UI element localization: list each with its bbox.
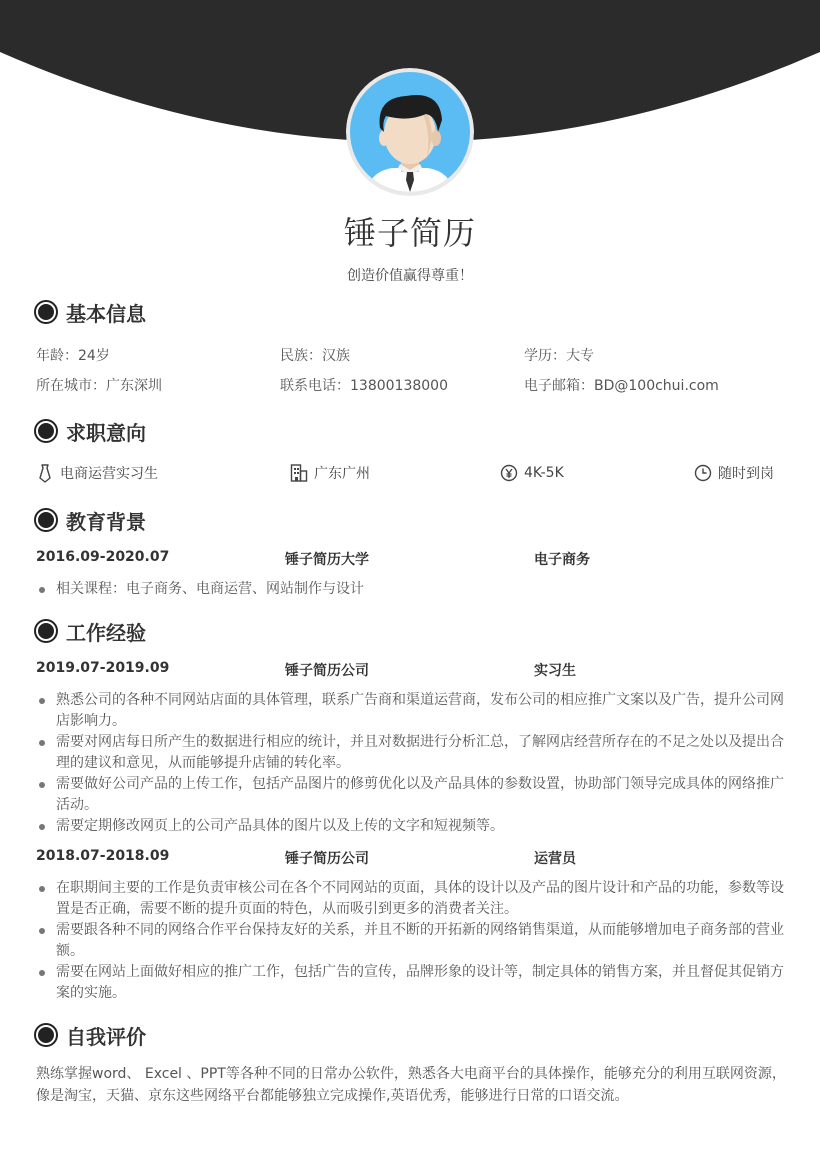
education-major: 电子商务 <box>534 552 590 568</box>
intent-salary <box>500 463 564 483</box>
section-title: 求职意向 <box>66 420 146 445</box>
intent-position <box>36 463 158 483</box>
basic-age: 年龄：24岁 <box>36 348 110 364</box>
basic-email: 电子邮箱：BD@100chui.com <box>524 378 719 394</box>
list-item: 在职期间主要的工作是负责审核公司在各个不同网站的页面，具体的设计以及产品的图片设计和产品的功能，参数等设置是否正确，需要不断的提升页面的特色，从而吸引到更多的消费者关注。 <box>36 878 788 920</box>
intent-position-text: 电商运营实习生 <box>60 466 158 482</box>
list-item: 需要做好公司产品的上传工作，包括产品图片的修剪优化以及产品具体的参数设置，协助部门领导完成具体的网络推广活动。 <box>36 774 788 816</box>
clock-icon <box>694 463 712 483</box>
work-details <box>36 690 788 837</box>
avatar <box>346 68 474 196</box>
intent-availability-text: 随时到岗 <box>718 466 774 482</box>
section-job-intent <box>34 417 146 445</box>
intent-city-text: 广东广州 <box>314 466 370 482</box>
work-role: 运营员 <box>534 851 576 867</box>
circle-bullet-icon <box>34 619 58 643</box>
work-details <box>36 878 788 1004</box>
intent-availability <box>694 463 774 483</box>
basic-education: 学历：大专 <box>524 348 594 364</box>
work-company: 锤子简历公司 <box>285 663 369 679</box>
tie-icon <box>36 463 54 483</box>
basic-phone: 联系电话：13800138000 <box>280 378 448 394</box>
list-item: 相关课程：电子商务、电商运营、网站制作与设计 <box>36 579 788 600</box>
yen-icon <box>500 463 518 483</box>
section-education <box>34 506 146 534</box>
list-item: 需要对网店每日所产生的数据进行相应的统计，并且对数据进行分析汇总，了解网店经营所存在的不足之处以及提出合理的建议和意见，从而能够提升店铺的转化率。 <box>36 732 788 774</box>
list-item: 需要在网站上面做好相应的推广工作，包括广告的宣传，品牌形象的设计等，制定具体的销售方案，并且督促其促销方案的实施。 <box>36 962 788 1004</box>
section-title: 自我评价 <box>66 1024 146 1049</box>
education-school: 锤子简历大学 <box>285 552 369 568</box>
education-details <box>36 579 788 600</box>
work-role: 实习生 <box>534 663 576 679</box>
intent-salary-text: 4K-5K <box>524 465 564 481</box>
section-work <box>34 617 146 645</box>
list-item: 需要跟各种不同的网络合作平台保持友好的关系，并且不断的开拓新的网络销售渠道，从而能够增加电子商务部的营业额。 <box>36 920 788 962</box>
education-period: 2016.09-2020.07 <box>36 549 170 565</box>
circle-bullet-icon <box>34 508 58 532</box>
section-self-evaluation <box>34 1021 146 1049</box>
section-title: 工作经验 <box>66 620 146 645</box>
resume-name: 锤子简历 <box>343 214 476 252</box>
work-period: 2019.07-2019.09 <box>36 660 170 676</box>
circle-bullet-icon <box>34 300 58 324</box>
circle-bullet-icon <box>34 1023 58 1047</box>
intent-city <box>290 463 370 483</box>
list-item: 需要定期修改网页上的公司产品具体的图片以及上传的文字和短视频等。 <box>36 816 788 837</box>
section-title: 教育背景 <box>66 509 146 534</box>
section-basic-info <box>34 298 146 326</box>
list-item: 熟悉公司的各种不同网站店面的具体管理，联系广告商和渠道运营商，发布公司的相应推广文案以及广告，提升公司网店影响力。 <box>36 690 788 732</box>
work-period: 2018.07-2018.09 <box>36 848 170 864</box>
motto: 创造价值赢得尊重！ <box>347 268 473 284</box>
basic-ethnicity: 民族：汉族 <box>280 348 350 364</box>
basic-city: 所在城市：广东深圳 <box>36 378 162 394</box>
work-company: 锤子简历公司 <box>285 851 369 867</box>
building-icon <box>290 463 308 483</box>
circle-bullet-icon <box>34 419 58 443</box>
section-title: 基本信息 <box>66 301 146 326</box>
self-evaluation-text: 熟练掌握word、 Excel 、PPT等各种不同的日常办公软件，熟悉各大电商平台的具体操作，能够充分的利用互联网资源，像是淘宝，天猫、京东这些网络平台都能够独立完成操作,英语优秀，能够进行日常的口语交流。 <box>36 1066 786 1104</box>
